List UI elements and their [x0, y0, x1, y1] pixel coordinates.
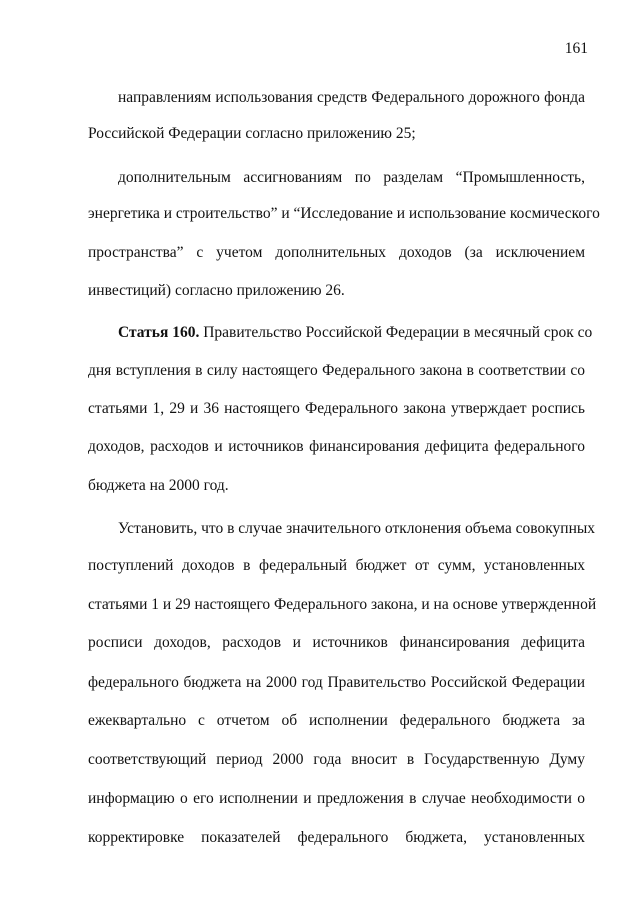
- article-paragraph-line: [118, 323, 593, 343]
- text-line: дня вступления в силу настоящего Федерального закона в соответствии со: [88, 362, 585, 379]
- text-line: статьями 1, 29 и 36 настоящего Федерального закона утверждает роспись: [88, 400, 585, 417]
- article-heading: Статья 160.: [118, 324, 200, 341]
- text-line: корректировке показателей федерального бюджета, установленных: [88, 829, 585, 846]
- text-line: Установить, что в случае значительного отклонения объема совокупных: [118, 520, 596, 537]
- text-line: федерального бюджета на 2000 год Правительство Российской Федерации: [88, 674, 585, 691]
- text-line: доходов, расходов и источников финансирования дефицита федерального: [88, 438, 585, 455]
- text-line: дополнительным ассигнованиям по разделам “Промышленность,: [118, 169, 585, 186]
- text-line: Правительство Российской Федерации в месячный срок со: [203, 324, 593, 341]
- text-line: росписи доходов, расходов и источников финансирования дефицита: [88, 634, 585, 651]
- page-number: 161: [564, 40, 588, 57]
- text-line: энергетика и строительство” и “Исследование и использование космического: [88, 205, 600, 222]
- text-line: статьями 1 и 29 настоящего Федерального закона, и на основе утвержденной: [88, 596, 597, 613]
- text-line: ежеквартально с отчетом об исполнении федерального бюджета за: [88, 712, 585, 729]
- text-line: информацию о его исполнении и предложения в случае необходимости о: [88, 790, 585, 807]
- text-line: соответствующий период 2000 года вносит в Государственную Думу: [88, 751, 585, 768]
- text-line: пространства” с учетом дополнительных доходов (за исключением: [88, 244, 585, 261]
- text-line: инвестиций) согласно приложению 26.: [88, 282, 345, 299]
- text-line: бюджета на 2000 год.: [88, 477, 229, 494]
- text-line: направлениям использования средств Федерального дорожного фонда: [118, 89, 585, 106]
- text-line: поступлений доходов в федеральный бюджет от сумм, установленных: [88, 557, 585, 574]
- text-line: Российской Федерации согласно приложению 25;: [88, 125, 416, 142]
